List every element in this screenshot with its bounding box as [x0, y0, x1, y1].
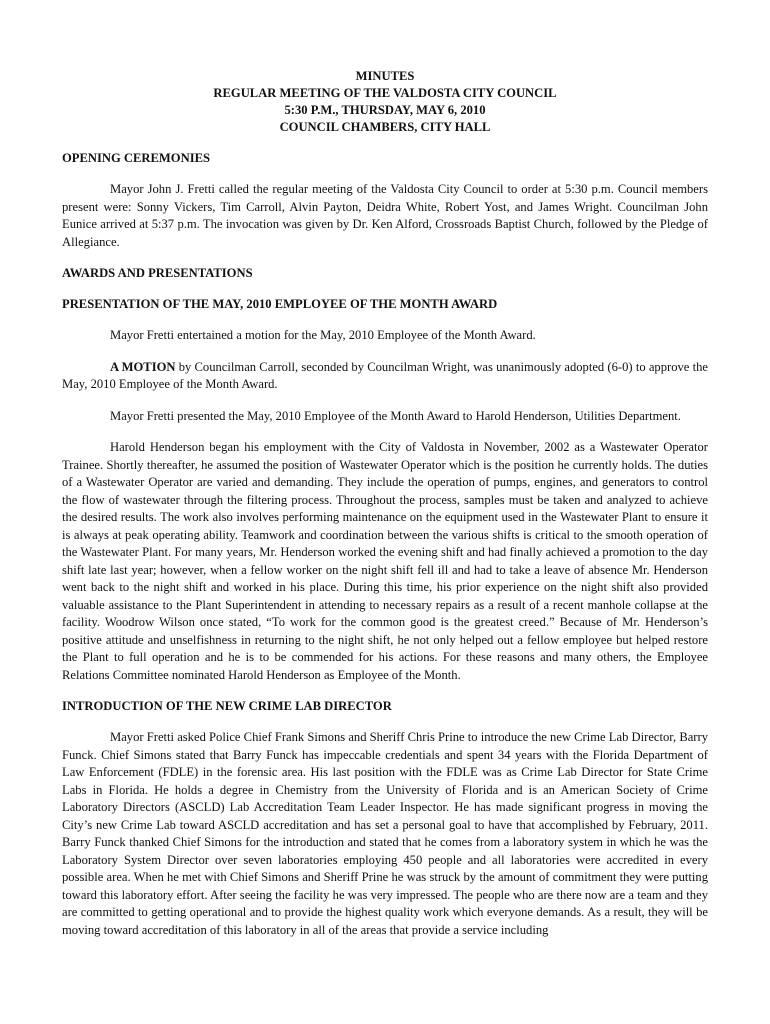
employee-bio-paragraph: Harold Henderson began his employment with the City of Valdosta in November, 2002 as a Wastewater Operator Trainee. Shortly thereafter, he assumed the position of Wastewater Operator which is the position he currently holds. The duties of a Wastewater Operator are varied and demanding. They include the operation of pumps, engines, and generators to control the flow of wastewater through the filtering process. Throughout the process, samples must be taken and analyzed to achieve the desired results. The work also involves performing maintenance on the equipment used in the Wastewater Plant to ensure it is always at peak operating ability. Teamwork and coordination between the various shifts is critical to the smooth operation of the Wastewater Plant. For many years, Mr. Henderson worked the evening shift and had finally achieved a promotion to the day shift late last year; however, when a fellow worker on the night shift fell ill and had to take a leave of absence Mr. Henderson went back to the night shift and worked in his place. During this time, his prior experience on the night shift also provided valuable assistance to the Plant Superintendent in attending to necessary repairs as a result of a recent manhole collapse at the facility. Woodrow Wilson once stated, “To work for the common good is the greatest creed.” Because of Mr. Henderson’s positive attitude and unselfishness in returning to the night shift, he not only helped out a fellow employee but helped restore the Plant to full operation and he is to be commended for his actions. For these reasons and many others, the Employee Relations Committee nominated Harold Henderson as Employee of the Month. [62, 440, 708, 682]
header-datetime: 5:30 P.M., THURSDAY, MAY 6, 2010 [284, 103, 486, 117]
awards-heading: AWARDS AND PRESENTATIONS [62, 266, 253, 280]
header-title: MINUTES [355, 69, 415, 83]
motion-text: by Councilman Carroll, seconded by Councilman Wright, was unanimously adopted (6-0) to approve the May, 2010 Employee of the Month Award. [62, 359, 708, 391]
employee-award-heading: PRESENTATION OF THE MAY, 2010 EMPLOYEE OF THE MONTH AWARD [62, 297, 498, 311]
opening-ceremonies-heading: OPENING CEREMONIES [62, 151, 210, 165]
minutes-header [62, 68, 708, 136]
crime-lab-paragraph: Mayor Fretti asked Police Chief Frank Simons and Sheriff Chris Prine to introduce the new Crime Lab Director, Barry Funck. Chief Simons stated that Barry Funck has impeccable credentials and spent 34 years with the Florida Department of Law Enforcement (FDLE) in the forensic area. His last position with the FDLE was as Crime Lab Director for State Crime Labs in Florida. He holds a degree in Chemistry from the University of Florida and is an American Society of Crime Laboratory Directors (ASCLD) Lab Accreditation Team Leader Inspector. He has made significant progress in moving the City’s new Crime Lab toward ASCLD accreditation and has set a personal goal to have that accomplished by February, 2011. Barry Funck thanked Chief Simons for the introduction and stated that he comes from a laboratory system in which he was the Laboratory System Director over seven laboratories employing 450 people and all laboratories were accredited in every possible area. When he met with Chief Simons and Sheriff Prine he was struck by the amount of commitment they were putting toward this laboratory effort. After seeing the facility he was very impressed. The people who are there now are a team and they are committed to getting operational and to provide the highest quality work which everyone demands. As a result, they will be moving toward accreditation of this laboratory in all of the areas that provide a service including [62, 730, 708, 937]
header-location: COUNCIL CHAMBERS, CITY HALL [279, 120, 491, 134]
employee-motion-intro: Mayor Fretti entertained a motion for the May, 2010 Employee of the Month Award. [110, 328, 536, 342]
employee-motion-paragraph [62, 359, 708, 394]
header-meeting: REGULAR MEETING OF THE VALDOSTA CITY COUNCIL [213, 86, 557, 100]
crime-lab-heading: INTRODUCTION OF THE NEW CRIME LAB DIRECTOR [62, 699, 392, 713]
opening-paragraph: Mayor John J. Fretti called the regular meeting of the Valdosta City Council to order at 5:30 p.m. Council members present were: Sonny Vickers, Tim Carroll, Alvin Payton, Deidra White, Robert Yost, and James Wright. Councilman John Eunice arrived at 5:37 p.m. The invocation was given by Dr. Ken Alford, Crossroads Baptist Church, followed by the Pledge of Allegiance. [62, 182, 708, 249]
employee-presentation-paragraph: Mayor Fretti presented the May, 2010 Employee of the Month Award to Harold Henderson, Utilities Department. [110, 408, 681, 423]
motion-label: A MOTION [110, 359, 176, 374]
